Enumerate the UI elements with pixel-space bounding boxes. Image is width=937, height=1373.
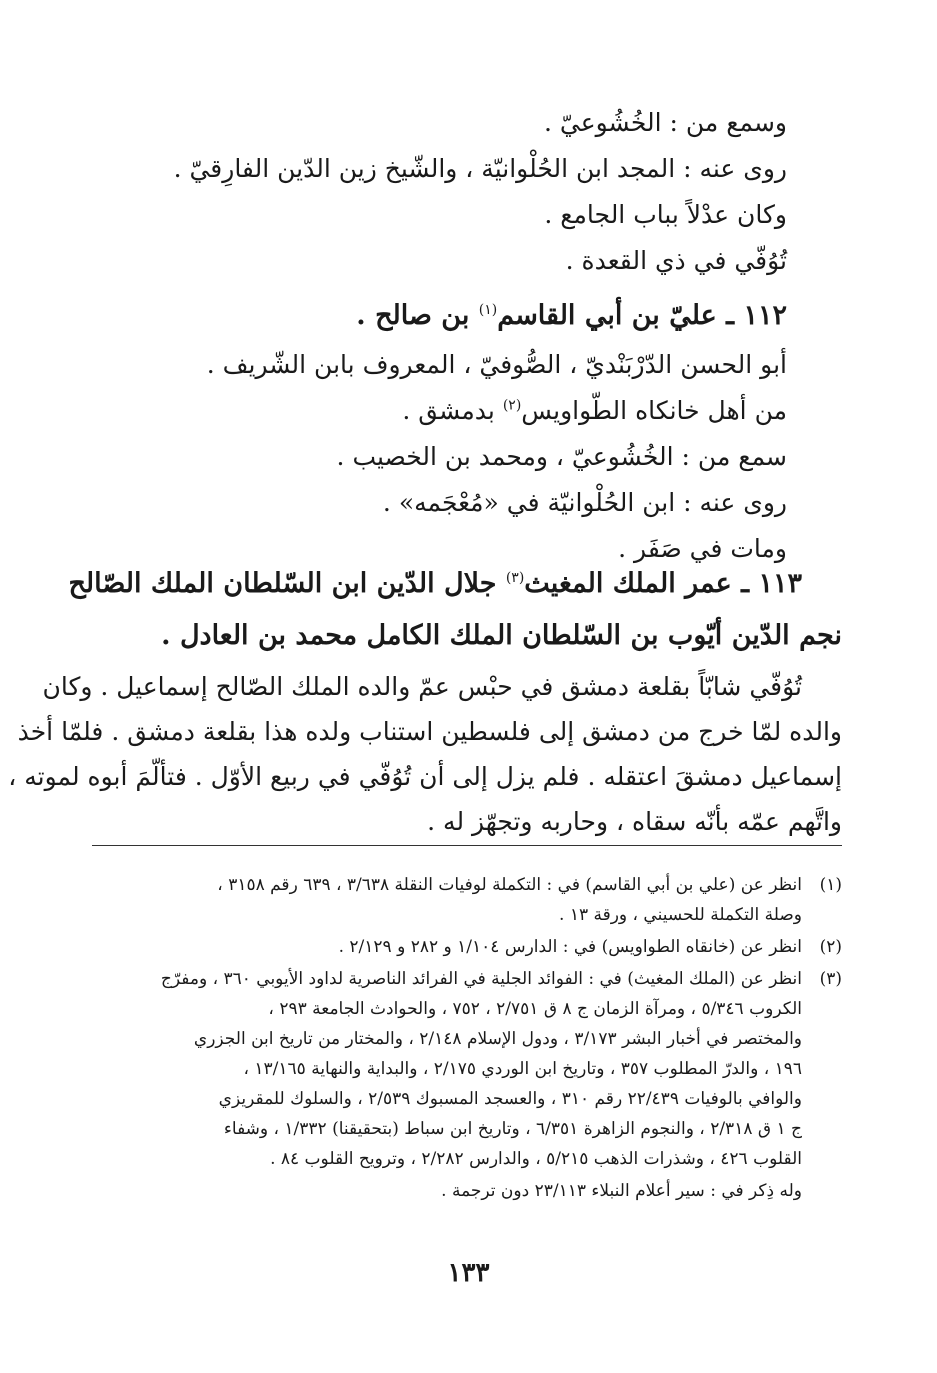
footnote-line: والوافي بالوفيات ٢٢/٤٣٩ رقم ٣١٠ ، والعسجد المسبوك ٢/٥٣٩ ، والسلوك للمقريزي <box>218 1089 802 1109</box>
heading-text: جلال الدّين ابن السّلطان الملك الصّالح <box>68 568 506 599</box>
entry-heading-112 <box>97 300 787 352</box>
footnote-line: انظر عن (علي بن أبي القاسم) في : التكملة لوفيات النقلة ٣/٦٣٨ ، ٦٣٩ رقم ٣١٥٨ ، <box>217 875 802 895</box>
footnote-ref: (٣) <box>505 570 525 586</box>
footnote-number: (٢) <box>819 937 842 957</box>
footnote-line: وصلة التكملة للحسيني ، ورقة ١٣ . <box>559 905 802 925</box>
footnotes <box>97 870 842 1206</box>
footnote-line: القلوب ٤٢٦ ، وشذرات الذهب ٥/٢١٥ ، والدارس ٢/٢٨٢ ، وترويح القلوب ٨٤ . <box>270 1149 802 1169</box>
footnote-line: والمختصر في أخبار البشر ٣/١٧٣ ، ودول الإسلام ٢/١٤٨ ، والمختار من تاريخ ابن الجزري <box>193 1029 802 1049</box>
footnote-divider <box>92 845 842 846</box>
heading-text: ١١٣ ـ عمر الملك المغيث <box>524 568 802 599</box>
paragraph-line: تُوُفّي شابّاً بقلعة دمشق في حبْس عمّ والده الملك الصّالح إسماعيل . وكان <box>42 672 802 701</box>
footnote-body <box>97 870 802 930</box>
footnote <box>97 932 842 962</box>
text-line <box>97 398 787 444</box>
footnote <box>97 870 842 930</box>
footnote-ref: (٢) <box>502 397 522 414</box>
footnote-number: (١) <box>819 875 842 895</box>
footnote-line: ١٩٦ ، والدرّ المطلوب ٣٥٧ ، وتاريخ ابن الوردي ٢/١٧٥ ، والبداية والنهاية ١٣/١٦٥ ، <box>243 1059 802 1079</box>
text-line: ومات في صَفَر . <box>618 534 787 563</box>
main-text <box>97 110 787 582</box>
text-line: سمع من : الخُشُوعيّ ، ومحمد بن الخصيب . <box>336 442 787 471</box>
paragraph-line: إسماعيل دمشقَ اعتقله . فلم يزل إلى أن تُوُفّي في ربيع الأوّل . فتألّمَ أبوه لموته ، <box>8 762 842 791</box>
entry-heading-113-line2: نجم الدّين أيّوب بن السّلطان الملك الكامل محمد بن العادل . <box>161 620 842 651</box>
heading-text: بن صالح . <box>356 300 479 331</box>
footnote-number: (٣) <box>819 969 842 989</box>
paragraph-line: واتَّهم عمّه بأنّه سقاه ، وحاربه وتجهّز له . <box>427 807 842 836</box>
footnote-line: انظر عن (الملك المغيث) في : الفوائد الجلية في الفرائد الناصرية لداود الأيوبي ٣٦٠ ، ومفرّج <box>160 969 802 989</box>
text-line: وكان عدْلاً بباب الجامع . <box>544 200 787 229</box>
footnote <box>97 964 842 1174</box>
footnote-ref: (١) <box>478 302 498 318</box>
text-line: وسمع من : الخُشُوعيّ . <box>543 108 787 137</box>
text-line: أبو الحسن الدّرْبَنْديّ ، الصُّوفيّ ، المعروف بابن الشّريف . <box>206 350 787 379</box>
paragraph-line: والده لمّا خرج من دمشق إلى فلسطين استناب ولده هذا بقلعة دمشق . فلمّا أخذ <box>17 717 842 746</box>
text-line: روى عنه : ابن الحُلْوانيّة في «مُعْجَمه» . <box>382 488 787 517</box>
heading-text: ١١٢ ـ عليّ بن أبي القاسم <box>497 300 787 331</box>
text-line: تُوُفّي في ذي القعدة . <box>565 246 787 275</box>
footnote-body <box>97 964 802 1174</box>
footnote-line: انظر عن (خانقاه الطواويس) في : الدارس ١/١٠٤ و ٢٨٢ و ٢/١٢٩ . <box>338 937 802 957</box>
text-segment: من أهل خانكاه الطّواويس <box>521 396 787 425</box>
footnote-body <box>97 932 802 962</box>
text-segment: بدمشق . <box>402 396 503 425</box>
footnote-line: الكروب ٥/٣٤٦ ، ومرآة الزمان ج ٨ ق ٢/٧٥١ ، ٧٥٢ ، والحوادث الجامعة ٢٩٣ ، <box>268 999 802 1019</box>
page-number: ١٣٣ <box>447 1258 490 1288</box>
entry-heading-113 <box>68 568 842 620</box>
entry-113 <box>8 568 842 852</box>
footnote-extra-line: وله ذِكر في : سير أعلام النبلاء ٢٣/١١٣ دون ترجمة . <box>441 1181 802 1201</box>
footnote-line: ج ١ ق ٢/٣١٨ ، والنجوم الزاهرة ٦/٣٥١ ، وتاريخ ابن سباط (بتحقيقنا) ١/٣٣٢ ، وشفاء <box>223 1119 802 1139</box>
text-line: روى عنه : المجد ابن الحُلْوانيّة ، والشّيخ زين الدّين الفارِقيّ . <box>173 154 787 183</box>
